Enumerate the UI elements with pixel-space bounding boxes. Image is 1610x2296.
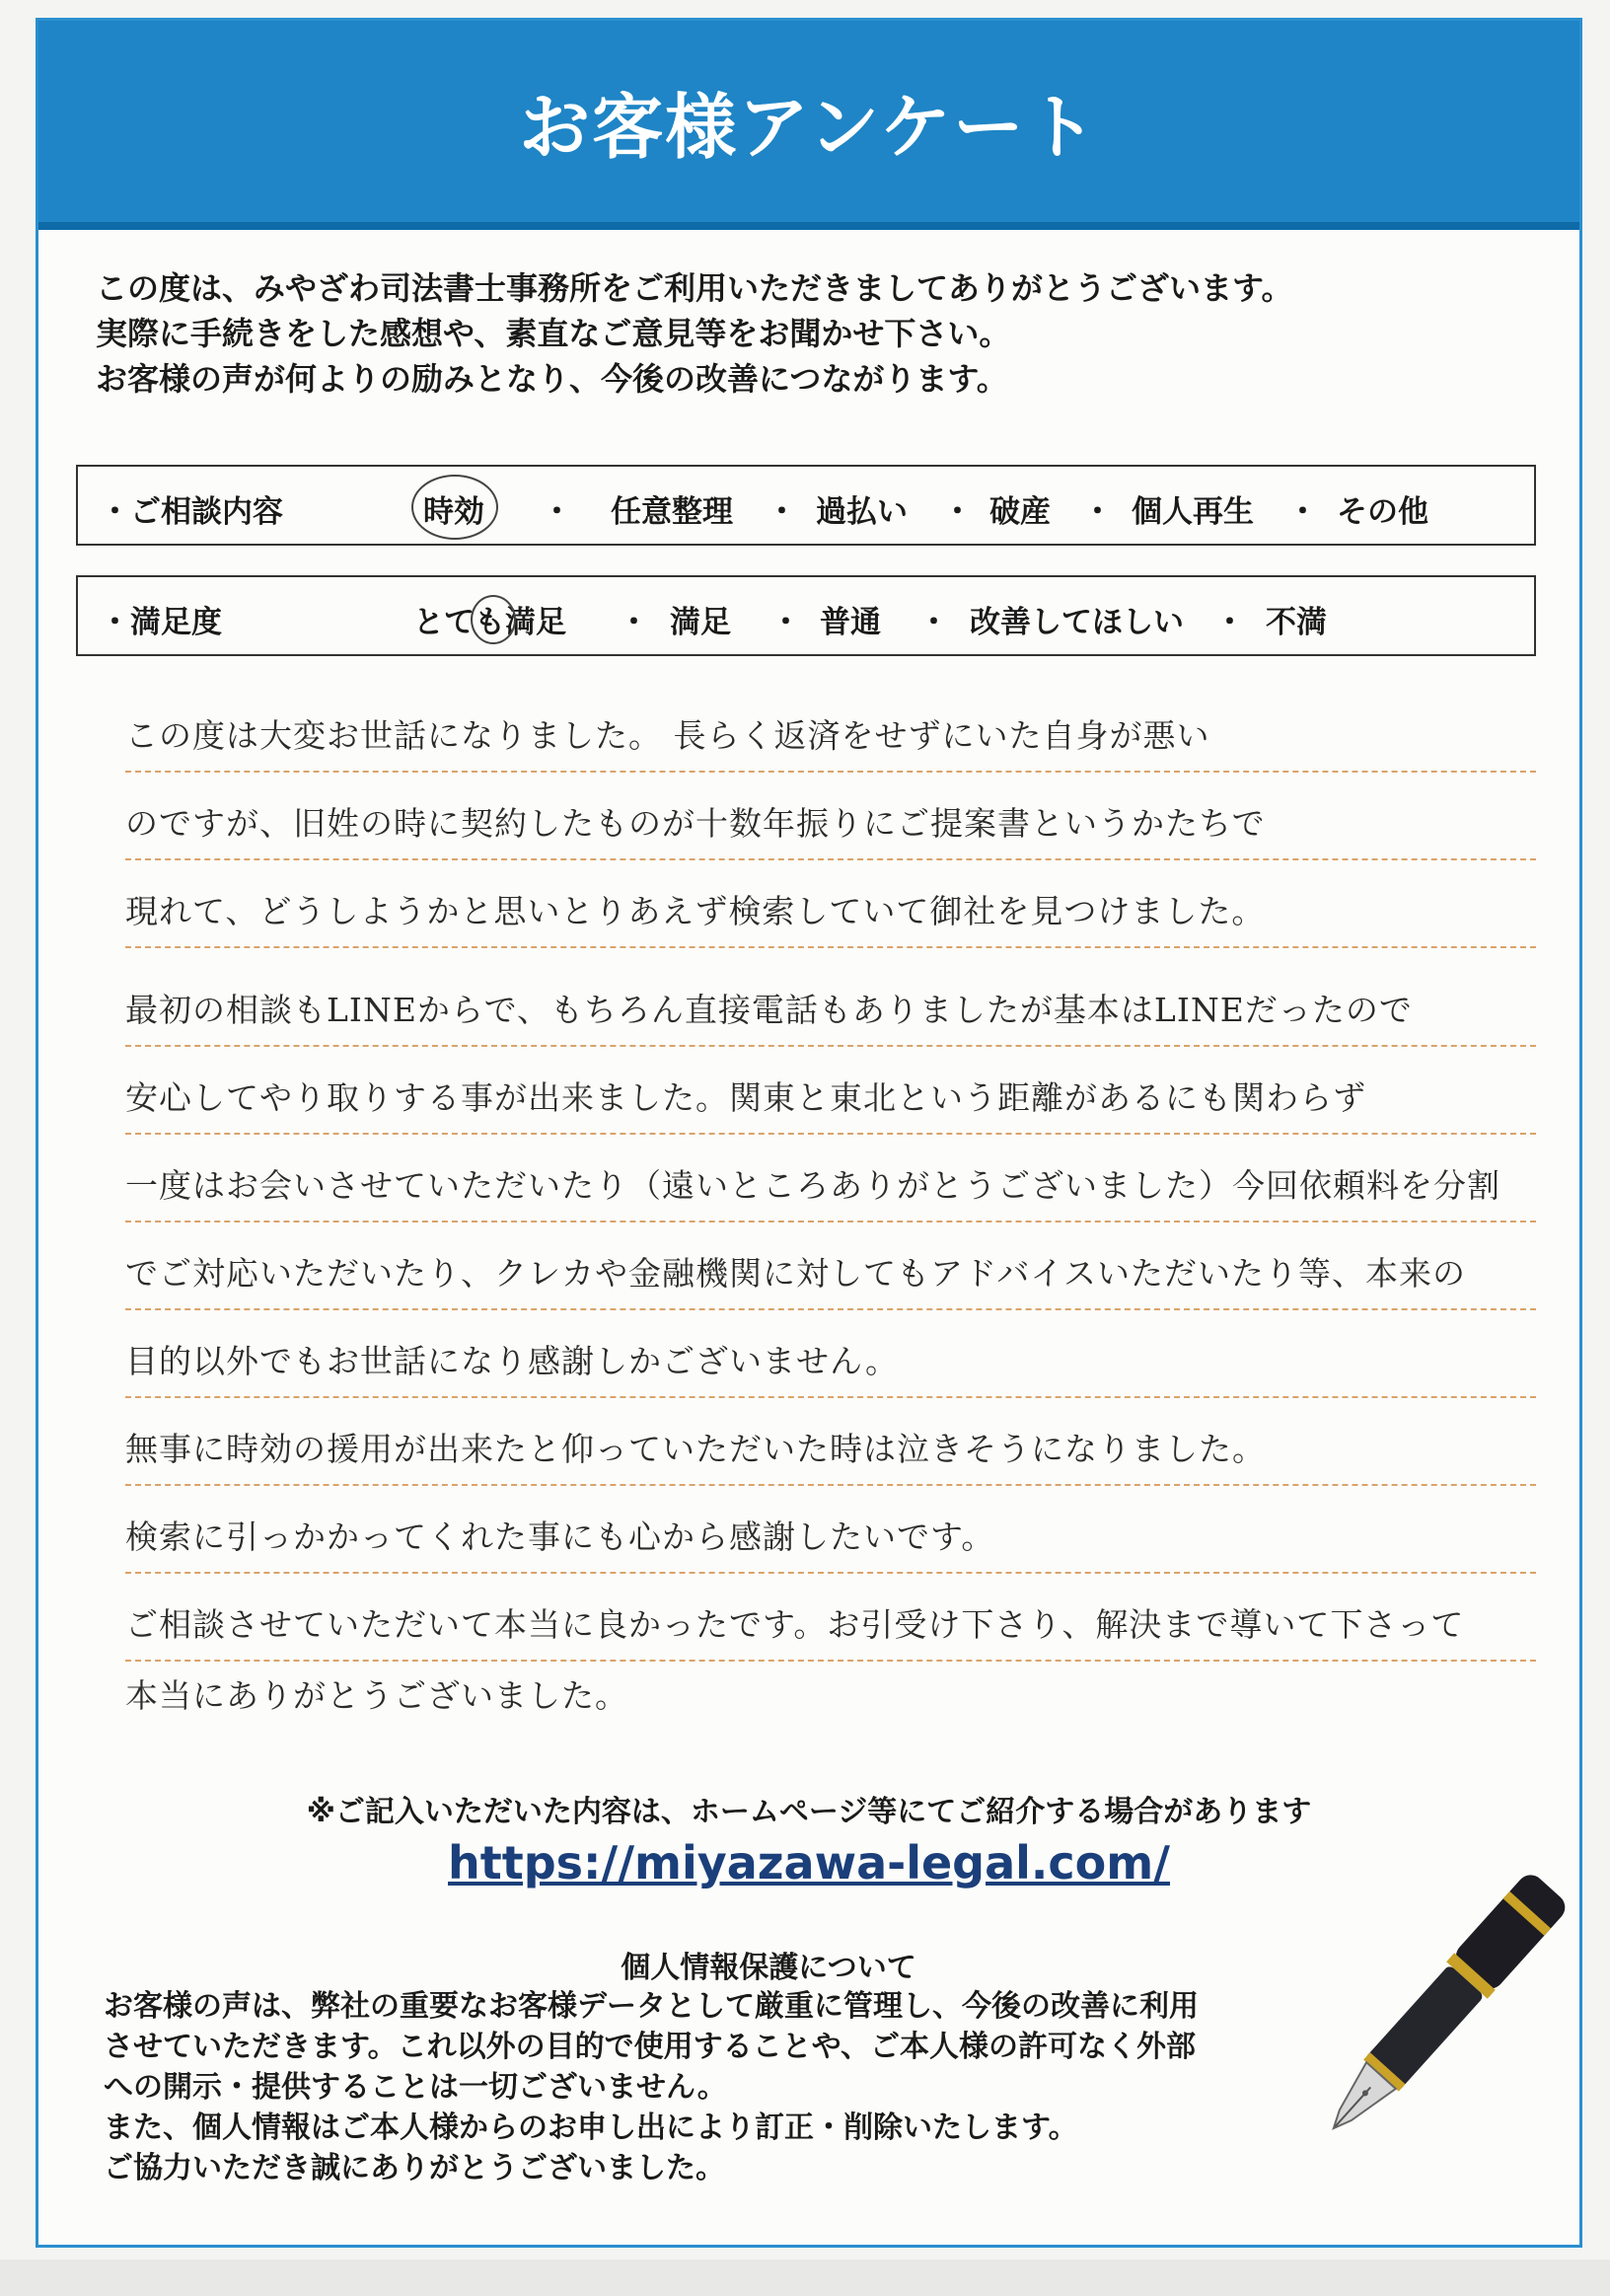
separator-dot: ・ (1082, 494, 1113, 530)
satisfaction-label: ・満足度 (100, 605, 222, 640)
comment-line (125, 1310, 1536, 1398)
separator-dot: ・ (1287, 494, 1318, 530)
intro-line: 実際に手続きをした感想や、素直なご意見等をお聞かせ下さい。 (96, 315, 1011, 352)
privacy-text (104, 1986, 1347, 2188)
fountain-pen-icon (1291, 1856, 1587, 2172)
separator-dot: ・ (619, 605, 649, 640)
option-sonota[interactable]: その他 (1337, 494, 1428, 530)
satisfaction-row (76, 575, 1536, 656)
option-fuman[interactable]: 不満 (1266, 605, 1327, 640)
comment-line (125, 1574, 1536, 1662)
comment-line (125, 1135, 1536, 1222)
comment-text: 検索に引っかかってくれた事にも心から感謝したいです。 (125, 1518, 995, 1556)
comment-text: のですが、旧姓の時に契約したものが十数年振りにご提案書というかたちで (125, 804, 1266, 843)
option-kojin-saisei[interactable]: 個人再生 (1132, 494, 1254, 530)
comment-line (125, 1486, 1536, 1574)
separator-dot: ・ (942, 494, 973, 530)
selected-circle-mark (471, 595, 516, 644)
separator-dot: ・ (767, 494, 797, 530)
separator-dot: ・ (1214, 605, 1245, 640)
comment-line (125, 773, 1536, 860)
comment-text: ご相談させていただいて本当に良かったです。お引受け下さり、解決まで導いて下さって (125, 1605, 1465, 1644)
header-banner (38, 21, 1579, 230)
comment-text: この度は大変お世話になりました。 長らく返済をせずにいた自身が悪い (125, 716, 1210, 755)
separator-dot: ・ (770, 605, 801, 640)
consultation-row (76, 465, 1536, 546)
option-nini-seiri[interactable]: 任意整理 (611, 494, 733, 530)
comment-line (125, 707, 1536, 773)
option-hasan[interactable]: 破産 (989, 494, 1051, 530)
separator-dot: ・ (918, 605, 949, 640)
privacy-line: ご協力いただき誠にありがとうございました。 (104, 2151, 725, 2185)
consultation-label: ・ご相談内容 (100, 494, 283, 530)
privacy-line: また、個人情報はご本人様からのお申し出により訂正・削除いたします。 (104, 2111, 1078, 2145)
intro-line: この度は、みやざわ司法書士事務所をご利用いただきましてありがとうございます。 (96, 269, 1293, 307)
comment-line (125, 1047, 1536, 1135)
scan-edge (0, 2259, 1610, 2296)
website-link[interactable]: https://miyazawa-legal.com/ (448, 1836, 1170, 1889)
option-manzoku[interactable]: 満足 (670, 605, 731, 640)
publication-note: ※ご記入いただいた内容は、ホームページ等にてご紹介する場合があります (306, 1795, 1312, 1829)
separator-dot: ・ (542, 494, 572, 530)
selected-circle-mark (411, 475, 498, 540)
comment-text: でご対応いただいたり、クレカや金融機関に対してもアドバイスいただいたり等、本来の (125, 1254, 1467, 1293)
comment-line (125, 860, 1536, 948)
option-futsuu[interactable]: 普通 (820, 605, 881, 640)
comment-text: 無事に時効の援用が出来たと仰っていただいた時は泣きそうになりました。 (125, 1430, 1266, 1468)
comment-text: 目的以外でもお世話になり感謝しかございません。 (125, 1342, 899, 1380)
comment-line (125, 948, 1536, 1047)
option-totemo-manzoku[interactable]: とても満足 (413, 605, 566, 640)
option-jikou[interactable]: 時効 (423, 494, 484, 530)
comment-text: 一度はお会いさせていただいたり（遠いところありがとうございました）今回依頼料を分割 (125, 1166, 1500, 1205)
survey-sheet (36, 18, 1582, 2248)
page-title: お客様アンケート (519, 86, 1099, 169)
comment-text: 最初の相談もLINEからで、もちろん直接電話もありましたが基本はLINEだったので (125, 991, 1413, 1029)
privacy-line: お客様の声は、弊社の重要なお客様データとして厳重に管理し、今後の改善に利用 (104, 1989, 1199, 2024)
intro-line: お客様の声が何よりの励みとなり、今後の改善につながります。 (96, 360, 1008, 398)
comment-text: 安心してやり取りする事が出来ました。関東と東北という距離があるにも関わらず (125, 1078, 1366, 1117)
comment-text: 本当にありがとうございました。 (125, 1676, 628, 1715)
privacy-heading: 個人情報保護について (621, 1951, 916, 1985)
comment-area (125, 707, 1536, 1721)
intro-text (96, 265, 1536, 402)
privacy-line: への開示・提供することは一切ございません。 (104, 2070, 727, 2105)
option-kaizen[interactable]: 改善してほしい (970, 605, 1184, 640)
comment-line (125, 1398, 1536, 1486)
option-kabarai[interactable]: 過払い (816, 494, 908, 530)
comment-line (125, 1222, 1536, 1310)
privacy-line: させていただきます。これ以外の目的で使用することや、ご本人様の許可なく外部 (104, 2030, 1196, 2064)
comment-line (125, 1662, 1536, 1721)
comment-text: 現れて、どうしようかと思いとりあえず検索していて御社を見つけました。 (125, 892, 1266, 930)
